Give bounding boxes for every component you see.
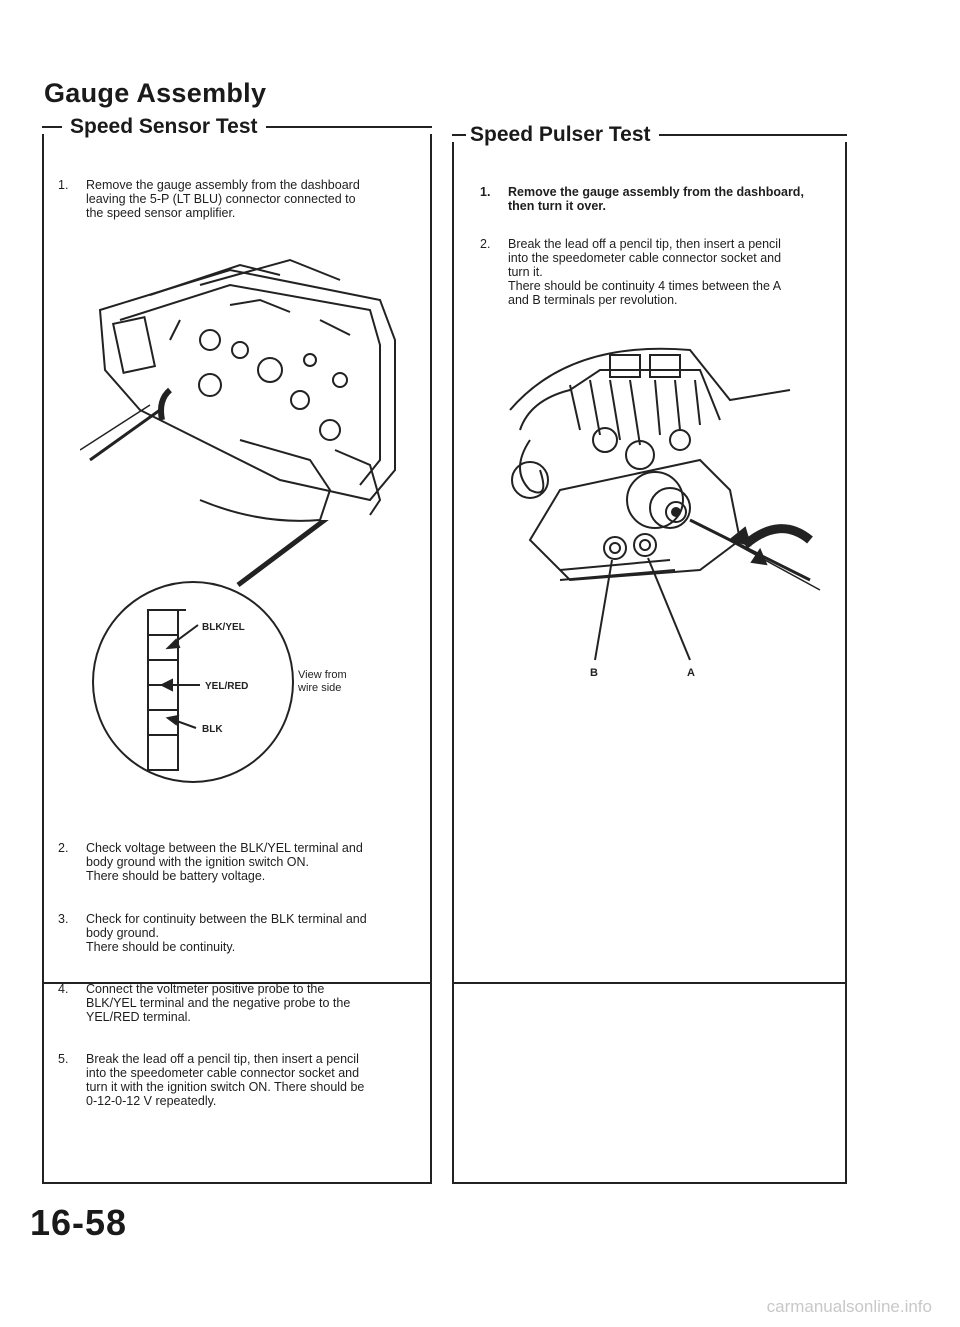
pulser-step-2	[480, 237, 845, 307]
step-text-line: There should be battery voltage.	[86, 869, 266, 883]
pulser-step-1	[480, 185, 845, 213]
terminal-label-blk-yel: BLK/YEL	[202, 622, 245, 633]
sensor-step-1	[58, 178, 428, 220]
step-text-line: turn it.	[508, 265, 543, 279]
sensor-step-2	[58, 841, 428, 883]
header-rule	[42, 126, 62, 128]
step-number: 4.	[58, 982, 69, 996]
step-text-line: turn it with the ignition switch ON. There should be	[86, 1080, 365, 1094]
step-text-line: Remove the gauge assembly from the dashboard	[86, 178, 360, 192]
header-rule	[659, 134, 847, 136]
step-text-line: BLK/YEL terminal and the negative probe to the	[86, 996, 351, 1010]
step-text-line: the speed sensor amplifier.	[86, 206, 236, 220]
step-text-line: There should be continuity 4 times between the A	[508, 279, 782, 293]
page-number: 16-58	[30, 1202, 128, 1243]
view-note-line-2: wire side	[298, 682, 342, 694]
view-note-line-1: View from	[298, 669, 347, 681]
step-text-line: then turn it over.	[508, 199, 606, 213]
terminal-label-a: A	[687, 667, 695, 679]
step-text-line: Check voltage between the BLK/YEL terminal and	[86, 841, 363, 855]
connector-diagram	[88, 520, 418, 790]
speed-pulser-test-heading: Speed Pulser Test	[466, 123, 659, 147]
step-number: 5.	[58, 1052, 69, 1066]
step-text-line: 0-12-0-12 V repeatedly.	[86, 1094, 217, 1108]
step-number: 3.	[58, 912, 69, 926]
speed-pulser-panel-bottom	[452, 984, 847, 1184]
step-number: 1.	[480, 185, 491, 199]
step-number: 2.	[480, 237, 491, 251]
speed-pulser-illustration	[490, 340, 830, 690]
step-text-line: Break the lead off a pencil tip, then insert a pencil	[508, 237, 781, 251]
speed-sensor-panel-bottom	[42, 984, 432, 1184]
terminal-label-yel-red: YEL/RED	[205, 681, 249, 692]
gauge-assembly-illustration	[80, 250, 420, 530]
header-rule	[266, 126, 432, 128]
step-text-line: Break the lead off a pencil tip, then insert a pencil	[86, 1052, 359, 1066]
terminal-label-blk: BLK	[202, 724, 223, 735]
step-text-line: There should be continuity.	[86, 940, 236, 954]
sensor-step-3	[58, 912, 428, 954]
step-text-line: into the speedometer cable connector socket and	[508, 251, 782, 265]
step-text-line: into the speedometer cable connector socket and	[86, 1066, 360, 1080]
step-text-line: body ground with the ignition switch ON.	[86, 855, 310, 869]
terminal-label-b: B	[590, 667, 598, 679]
speed-sensor-test-heading: Speed Sensor Test	[70, 115, 266, 139]
step-text-line: and B terminals per revolution.	[508, 293, 678, 307]
step-text-line: Connect the voltmeter positive probe to the	[86, 982, 325, 996]
step-text-line: Remove the gauge assembly from the dashboard,	[508, 185, 804, 199]
speed-sensor-test-header	[42, 114, 432, 140]
connector-magnifier-circle	[93, 582, 293, 782]
page-title: Gauge Assembly	[44, 78, 267, 108]
step-text-line: leaving the 5-P (LT BLU) connector connected to	[86, 192, 356, 206]
step-text-line: YEL/RED terminal.	[86, 1010, 191, 1024]
step-text-line: Check for continuity between the BLK terminal and	[86, 912, 367, 926]
step-number: 2.	[58, 841, 69, 855]
step-text-line: body ground.	[86, 926, 159, 940]
header-rule	[452, 134, 466, 136]
speed-pulser-test-header	[452, 122, 847, 148]
step-number: 1.	[58, 178, 69, 192]
watermark: carmanualsonline.info	[766, 1297, 932, 1316]
